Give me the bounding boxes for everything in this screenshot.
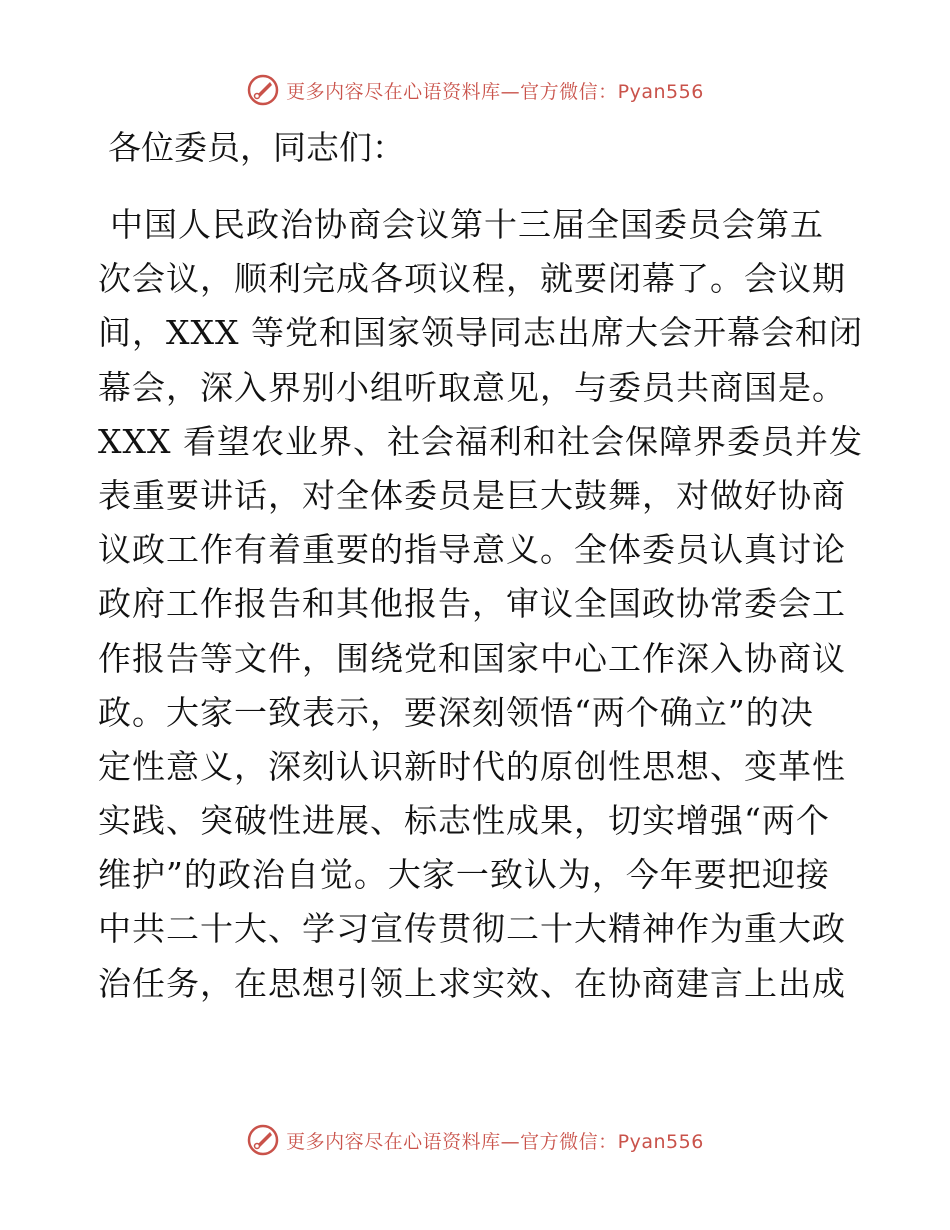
body-line: 治任务，在思想引领上求实效、在协商建言上出成 bbox=[98, 963, 846, 1003]
body-line: 次会议，顺利完成各项议程，就要闭幕了。会议期 bbox=[98, 259, 846, 299]
body-line: 作报告等文件，围绕党和国家中心工作深入协商议 bbox=[98, 638, 846, 678]
body-line: 间，XXX 等党和国家领导同志出席大会开幕会和闭 bbox=[98, 313, 863, 353]
body-line: 表重要讲话，对全体委员是巨大鼓舞，对做好协商 bbox=[98, 475, 846, 515]
salutation: 各位委员，同志们： bbox=[108, 128, 405, 167]
body-line: 定性意义，深刻认识新时代的原创性思想、变革性 bbox=[98, 746, 846, 786]
body-line: 政。大家一致表示，要深刻领悟“两个确立”的决 bbox=[98, 692, 814, 732]
footer-watermark bbox=[0, 1120, 950, 1160]
body-line: 政府工作报告和其他报告，审议全国政协常委会工 bbox=[98, 584, 846, 624]
quill-logo-icon bbox=[246, 1123, 280, 1157]
watermark-text: 更多内容尽在心语资料库—官方微信：Pyan556 bbox=[286, 1130, 704, 1153]
body-line: 实践、突破性进展、标志性成果，切实增强“两个 bbox=[98, 801, 830, 841]
body-line: XXX 看望农业界、社会福利和社会保障界委员并发 bbox=[98, 421, 863, 461]
document-body bbox=[98, 198, 863, 1011]
quill-logo-icon bbox=[246, 73, 280, 107]
body-line: 幕会，深入界别小组听取意见，与委员共商国是。 bbox=[98, 367, 846, 407]
body-line: 中共二十大、学习宣传贯彻二十大精神作为重大政 bbox=[98, 909, 846, 949]
watermark-text: 更多内容尽在心语资料库—官方微信：Pyan556 bbox=[286, 80, 704, 103]
body-line: 议政工作有着重要的指导意义。全体委员认真讨论 bbox=[98, 530, 846, 570]
body-line: 中国人民政治协商会议第十三届全国委员会第五 bbox=[110, 205, 824, 244]
body-line: 维护”的政治自觉。大家一致认为，今年要把迎接 bbox=[98, 855, 830, 895]
header-watermark bbox=[0, 70, 950, 110]
